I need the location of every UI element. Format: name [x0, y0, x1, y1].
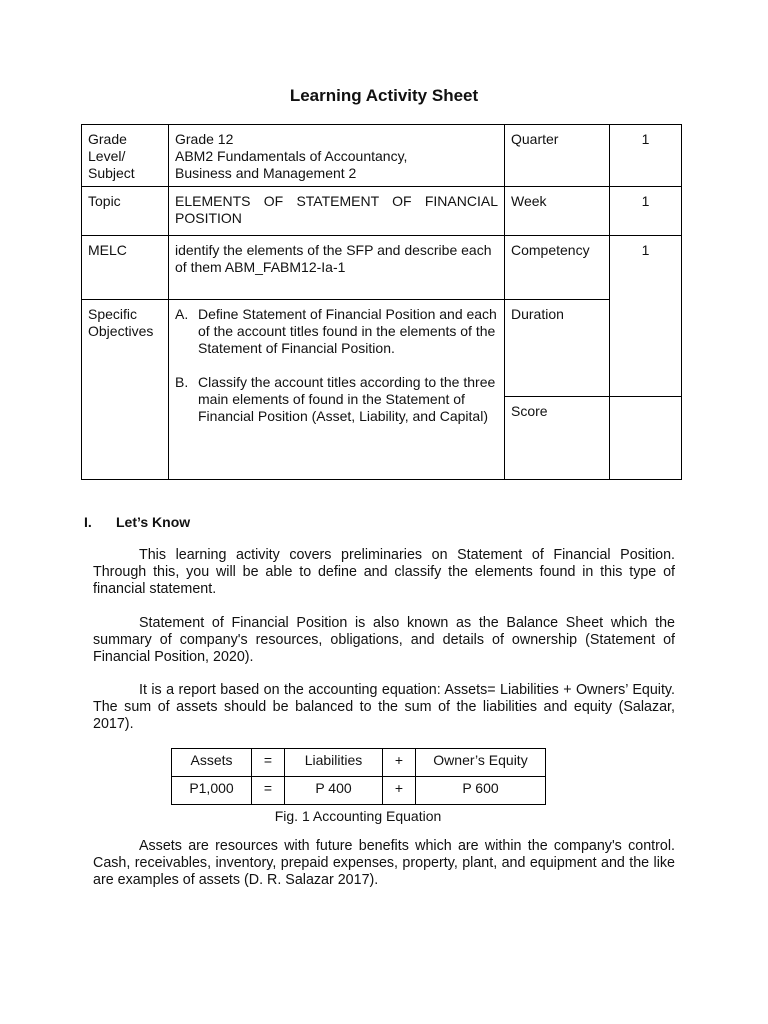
table-cell: Liabilities: [285, 749, 383, 777]
grade-line: ABM2 Fundamentals of Accountancy,: [175, 148, 408, 164]
duration-label-cell: [505, 300, 609, 396]
competency-value-cell: [610, 236, 681, 299]
quarter-value: 1: [641, 131, 650, 147]
table-cell: Assets: [172, 749, 252, 777]
duration-label: Duration: [511, 306, 564, 322]
grade-line: Business and Management 2: [175, 165, 357, 181]
objective-marker: B.: [175, 374, 189, 390]
paragraph: [93, 547, 675, 598]
quarter-label-cell: [505, 125, 609, 186]
paragraph: [93, 838, 675, 889]
topic-label-cell: [82, 187, 168, 235]
topic-value-cell: [169, 187, 504, 235]
section-title: Let’s Know: [116, 514, 191, 530]
objective-marker: A.: [175, 306, 189, 322]
competency-label: Competency: [511, 242, 590, 258]
paragraph-text: Assets are resources with future benefits which are within the company's control. Cash, receivables, inventory, prepaid expenses, property, plant, and equipment and the like are examples of assets (D. R. Salazar 2017).: [93, 838, 675, 888]
score-label: Score: [511, 403, 548, 419]
table-cell: P1,000: [172, 777, 252, 805]
objectives-cell: [169, 300, 504, 479]
table-cell: =: [252, 749, 285, 777]
objectives-list: [175, 306, 498, 425]
page-title: Learning Activity Sheet: [289, 86, 479, 105]
list-item: [175, 306, 498, 357]
figure-caption: Fig. 1 Accounting Equation: [274, 808, 442, 824]
duration-value-cell: [610, 300, 681, 396]
table-cell: P 600: [416, 777, 546, 805]
grade-value-cell: [169, 125, 504, 186]
paragraph-text: This learning activity covers preliminaries on Statement of Financial Position. Through this, you will be able to define and classify the elements found in this type of financial statement.: [93, 547, 675, 597]
melc-label: MELC: [88, 242, 127, 258]
week-value: 1: [641, 193, 650, 209]
section-heading: [84, 514, 190, 530]
table-row: [172, 749, 546, 777]
week-value-cell: [610, 187, 681, 235]
melc-label-cell: [82, 236, 168, 299]
objectives-label: Specific Objectives: [88, 306, 154, 339]
info-table: [81, 124, 682, 480]
table-cell: +: [383, 749, 416, 777]
list-item: [175, 374, 498, 425]
table-row: [172, 777, 546, 805]
competency-value: 1: [641, 242, 650, 258]
paragraph: [93, 682, 675, 733]
grade-label-cell: [82, 125, 168, 186]
objective-text: Define Statement of Financial Position and each of the account titles found in the elements of the Statement of Financial Position.: [198, 306, 497, 356]
melc-value-cell: [169, 236, 504, 299]
grade-label: Grade Level/ Subject: [88, 131, 135, 181]
quarter-value-cell: [610, 125, 681, 186]
score-value-cell: [610, 397, 681, 479]
score-label-cell: [505, 397, 609, 479]
section-number: I.: [84, 514, 92, 530]
objective-text: Classify the account titles according to the three main elements of found in the Statement of Financial Position (Asset, Liability, and Capital): [198, 374, 496, 424]
table-cell: P 400: [285, 777, 383, 805]
grade-line: Grade 12: [175, 131, 234, 147]
week-label-cell: [505, 187, 609, 235]
melc-value: identify the elements of the SFP and describe each of them ABM_FABM12-Ia-1: [175, 242, 492, 275]
paragraph-text: Statement of Financial Position is also known as the Balance Sheet which the summary of company's resources, obligations, and details of ownership (Statement of Financial Position, 2020).: [93, 615, 675, 665]
week-label: Week: [511, 193, 547, 209]
competency-label-cell: [505, 236, 609, 299]
table-cell: +: [383, 777, 416, 805]
quarter-label: Quarter: [511, 131, 559, 147]
table-cell: =: [252, 777, 285, 805]
paragraph: [93, 615, 675, 666]
paragraph-text: It is a report based on the accounting equation: Assets= Liabilities + Owners’ Equity. The sum of assets should be balanced to the sum of the liabilities and equity (Salazar, 2017).: [93, 682, 675, 732]
topic-label: Topic: [88, 193, 121, 209]
table-cell: Owner’s Equity: [416, 749, 546, 777]
objectives-label-cell: [82, 300, 168, 479]
topic-value: ELEMENTS OF STATEMENT OF FINANCIAL POSITION: [175, 193, 498, 226]
accounting-equation-table: [171, 748, 546, 805]
